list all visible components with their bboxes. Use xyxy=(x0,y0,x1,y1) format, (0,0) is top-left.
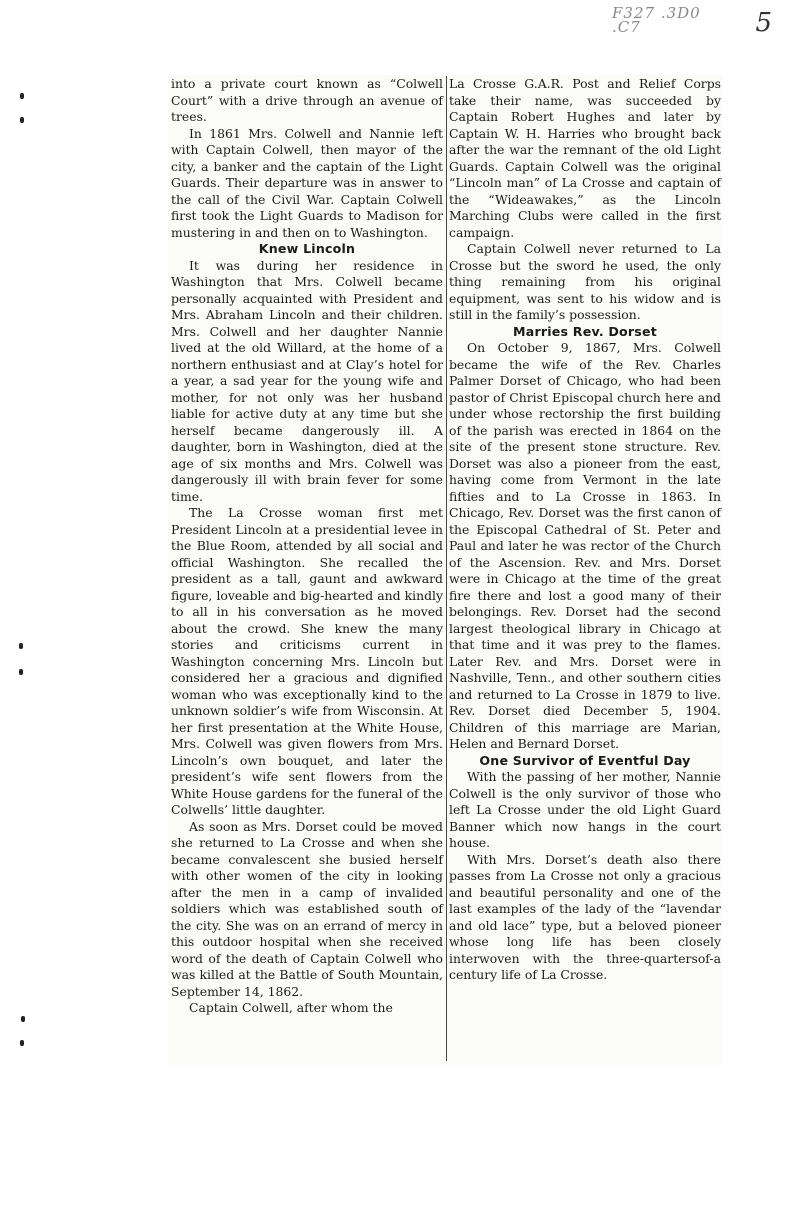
page-number: 5 xyxy=(755,8,772,38)
section-heading: Knew Lincoln xyxy=(258,241,356,256)
column-divider xyxy=(446,76,447,1061)
catalog-code: F327 .3D0 .C7 xyxy=(612,4,701,36)
article-paragraph: La Crosse G.A.R. Post and Relief Corps take their name, was succeeded by Captain Robert Hughes and later by Captain W. H. Harries who brought back after the war the remnant of the old Light Guards. Captain Colwell was the original “Lincoln man” of La Crosse and captain of the “Wideawakes,” as the Lincoln Marching Clubs were called in the first campaign. xyxy=(449,76,721,240)
article-paragraph: into a private court known as “Colwell Court” with a drive through an avenue of trees. xyxy=(171,76,443,124)
margin-mark xyxy=(20,117,24,123)
article-paragraph: On October 9, 1867, Mrs. Colwell became the wife of the Rev. Charles Palmer Dorset of Chicago, who had been pastor of Christ Episcopal church here and under whose rectorship the first building of the parish was erected in 1864 on the site of the present stone structure. Rev. Dorset was also a pioneer from the east, having come from Vermont in the late fifties and to La Crosse in 1863. In Chicago, Rev. Dorset was the first canon of the Episcopal Cathedral of St. Peter and Paul and later he was rector of the Church of the Ascension. Rev. and Mrs. Dorset were in Chicago at the time of the great fire there and lost a good many of their belongings. Rev. Dorset had the second largest theological library in Chicago at that time and it was prey to the flames. Later Rev. and Mrs. Dorset were in Nashville, Tenn., and other southern cities and returned to La Crosse in 1879 to live. Rev. Dorset died December 5, 1904. Children of this marriage are Marian, Helen and Bernard Dorset. xyxy=(449,340,721,751)
section-heading: Marries Rev. Dorset xyxy=(513,323,657,339)
margin-mark xyxy=(19,643,23,649)
margin-mark xyxy=(21,1016,25,1022)
margin-mark xyxy=(20,93,24,99)
article-paragraph: Captain Colwell, after whom the xyxy=(189,1000,393,1015)
article-paragraph: The La Crosse woman first met President Lincoln at a presidential levee in the Blue Room, attended by all social and official Washington. She recalled the president as a tall, gaunt and awkward figure, loveable and big-hearted and kindly to all in his conversation as he moved about the crowd. She knew the many stories and criticisms current in Washington concerning Mrs. Lincoln but considered her a gracious and dignified woman who was exceptionally kind to the unknown soldier’s wife from Wisconsin. At her first presentation at the White House, Mrs. Colwell was given flowers from Mrs. Lincoln’s own bouquet, and later the president’s wife sent flowers from the White House gardens for the funeral of the Colwells’ little daughter. xyxy=(171,505,443,817)
article-paragraph: Captain Colwell never returned to La Crosse but the sword he used, the only thing remaining from his original equipment, was sent to his widow and is still in the family’s possession. xyxy=(449,241,721,322)
section-heading: One Survivor of Eventful Day xyxy=(479,752,691,768)
article-paragraph: In 1861 Mrs. Colwell and Nannie left with Captain Colwell, then mayor of the city, a banker and the captain of the Light Guards. Their departure was in answer to the call of the Civil War. Captain Colwell first took the Light Guards to Madison for mustering in and then on to Washington. xyxy=(171,125,443,240)
right-column xyxy=(449,76,721,984)
handwritten-annotation xyxy=(612,4,772,52)
article-paragraph: It was during her residence in Washington that Mrs. Colwell became personally acquainted with President and Mrs. Abraham Lincoln and their children. Mrs. Colwell and her daughter Nannie lived at the old Willard, at the home of a northern enthusiast and at Clay’s hotel for a year, a sad year for the young wife and mother, for not only was her husband liable for active duty at any time but she herself became dangerously ill. A daughter, born in Washington, died at the age of six months and Mrs. Colwell was dangerously ill with brain fever for some time. xyxy=(171,257,443,504)
article-paragraph: As soon as Mrs. Dorset could be moved she returned to La Crosse and when she became convalescent she busied herself with other women of the city in looking after the men in a camp of invalided soldiers which was established south of the city. She was on an errand of mercy in this outdoor hospital when she received word of the death of Captain Colwell who was killed at the Battle of South Mountain, September 14, 1862. xyxy=(171,818,443,999)
article-paragraph: With the passing of her mother, Nannie Colwell is the only survivor of those who left La Crosse under the old Light Guard Banner which now hangs in the court house. xyxy=(449,769,721,850)
left-column xyxy=(171,76,443,1017)
margin-mark xyxy=(19,669,23,675)
article-paragraph: With Mrs. Dorset’s death also there passes from La Crosse not only a gracious and beautiful personality and one of the last examples of the lady of the “lavendar and old lace” type, but a beloved pioneer whose long life has been closely interwoven with the three-quartersof-a century life of La Crosse. xyxy=(449,851,721,982)
margin-mark xyxy=(20,1040,24,1046)
